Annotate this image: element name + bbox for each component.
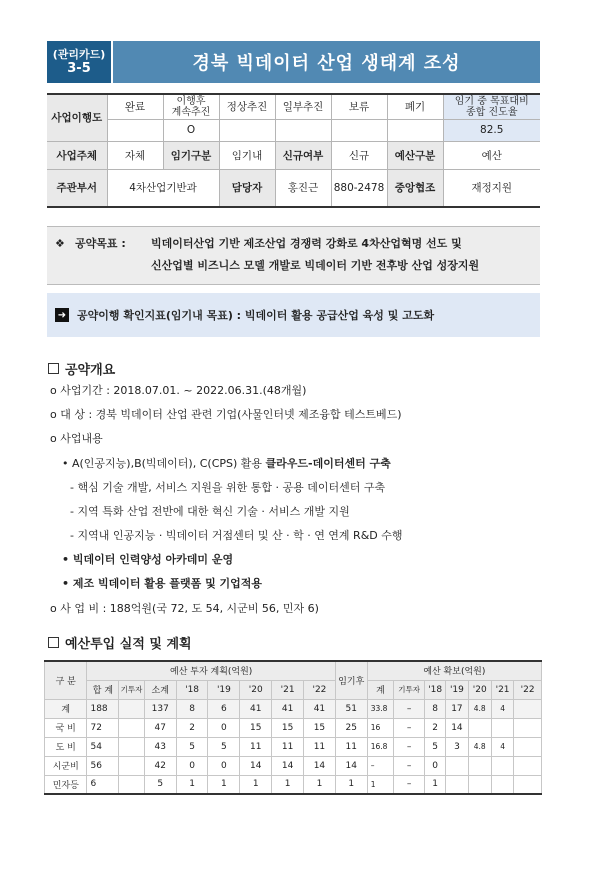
budget-secured-cell: – <box>394 699 425 718</box>
budget-plan-cell: 14 <box>240 756 272 775</box>
rate-value: 82.5 <box>443 119 540 141</box>
budget-secured-cell <box>514 775 542 794</box>
budget-plan-cell: 56 <box>87 756 119 775</box>
budget-heading <box>48 633 192 652</box>
budget-table <box>44 660 542 795</box>
project-info-table <box>47 93 540 208</box>
overview-item-3: • 제조 빅데이터 활용 플랫폼 및 기업적용 <box>62 577 263 590</box>
dept-value: 4차산업기반과 <box>107 169 219 207</box>
budget-secured-cell: 4.8 <box>468 737 491 756</box>
budget-secured-cell: 16 <box>367 718 394 737</box>
budget-plan-cell: 5 <box>208 737 240 756</box>
budget-secured-cell: 4 <box>491 737 513 756</box>
status-header: 정상추진 <box>219 94 275 119</box>
budget-plan-cell: 47 <box>144 718 176 737</box>
budget-plan-cell <box>119 737 144 756</box>
goal-line-2: 신산업별 비즈니스 모델 개발로 빅데이터 기반 전후방 산업 성장지원 <box>151 259 480 272</box>
budget-plan-cell: 0 <box>208 756 240 775</box>
budget-plan-cell: 11 <box>272 737 304 756</box>
plan-col-header: '22 <box>304 680 336 699</box>
card-number: 3-5 <box>67 61 91 76</box>
rate-header: 임기 중 목표대비 종합 진도율 <box>443 94 540 119</box>
status-mark <box>219 119 275 141</box>
budget-secured-cell: 8 <box>425 699 446 718</box>
budget-row-label: 시군비 <box>45 756 87 775</box>
budget-plan-cell: 0 <box>208 718 240 737</box>
secured-col-header: '19 <box>446 680 468 699</box>
status-mark <box>275 119 331 141</box>
budget-plan-cell <box>119 756 144 775</box>
budget-plan-cell: 6 <box>87 775 119 794</box>
budget-row <box>45 718 542 737</box>
budget-plan-cell <box>119 699 144 718</box>
budget-row-label: 민자등 <box>45 775 87 794</box>
budget-plan-cell: 15 <box>304 718 336 737</box>
new-label: 신규여부 <box>275 141 331 169</box>
budget-secured-cell <box>446 775 468 794</box>
budget-secured-cell <box>468 775 491 794</box>
budget-secured-cell <box>491 775 513 794</box>
budget-plan-cell: 15 <box>240 718 272 737</box>
plan-col-header: 기투자 <box>119 680 144 699</box>
budget-row <box>45 699 542 718</box>
budget-title: 예산투입 실적 및 계획 <box>65 637 192 652</box>
budget-secured-cell: 3 <box>446 737 468 756</box>
budget-plan-cell: 41 <box>304 699 336 718</box>
goal-line-1: 빅데이터산업 기반 제조산업 경쟁력 강화로 4차산업혁명 선도 및 <box>151 237 462 250</box>
budget-row-label: 계 <box>45 699 87 718</box>
plan-col-header: '18 <box>176 680 208 699</box>
overview-title: 공약개요 <box>65 363 116 378</box>
budget-plan-cell: 1 <box>304 775 336 794</box>
budget-plan-cell: 1 <box>176 775 208 794</box>
budget-after-cell: 14 <box>335 756 367 775</box>
status-header: 폐기 <box>387 94 443 119</box>
budget-plan-cell: 0 <box>176 756 208 775</box>
budget-plan-cell: 14 <box>304 756 336 775</box>
card-label: (관리카드) <box>52 48 106 61</box>
status-mark: O <box>163 119 219 141</box>
overview-sub-2: - 지역 특화 산업 전반에 대한 혁신 기술 · 서비스 개발 지원 <box>70 505 350 518</box>
budget-plan-cell <box>119 718 144 737</box>
budget-after-cell: 25 <box>335 718 367 737</box>
plan-col-header: '21 <box>272 680 304 699</box>
checkbox-square-icon <box>48 363 59 374</box>
budget-row <box>45 775 542 794</box>
budget-secured-cell <box>514 737 542 756</box>
overview-item-1 <box>62 455 391 471</box>
coop-value: 재정지원 <box>443 169 540 207</box>
budget-header-division: 구 분 <box>45 661 87 699</box>
budget-plan-cell: 41 <box>240 699 272 718</box>
budget-plan-cell: 1 <box>208 775 240 794</box>
new-value: 신규 <box>331 141 387 169</box>
overview-cost: o 사 업 비 : 188억원(국 72, 도 54, 시군비 56, 민자 6) <box>50 602 319 615</box>
kpi-text: 공약이행 확인지표(임기내 목표) : 빅데이터 활용 공급산업 육성 및 고도화 <box>77 309 435 322</box>
coop-label: 중앙협조 <box>387 169 443 207</box>
overview-content-label: o 사업내용 <box>50 432 103 445</box>
budget-after-cell: 11 <box>335 737 367 756</box>
budget-secured-cell <box>514 718 542 737</box>
overview-sub-1: - 핵심 기술 개발, 서비스 지원을 위한 통합 · 공용 데이터센터 구축 <box>70 481 386 494</box>
budget-secured-cell: – <box>394 756 425 775</box>
phone-value: 880-2478 <box>331 169 387 207</box>
budget-row-label: 국 비 <box>45 718 87 737</box>
goal-label: 공약목표 : <box>75 237 126 250</box>
budget-row <box>45 737 542 756</box>
budget-secured-cell: 0 <box>425 756 446 775</box>
overview-sub-3: - 지역내 인공지능 · 빅데이터 거점센터 및 산 · 학 · 연 연계 R&D 수행 <box>70 529 403 542</box>
secured-col-header: '22 <box>514 680 542 699</box>
arrow-right-icon: ➜ <box>55 308 69 322</box>
progress-label: 사업이행도 <box>47 94 107 141</box>
subject-label: 사업주체 <box>47 141 107 169</box>
term-label: 임기구분 <box>163 141 219 169</box>
budget-secured-cell: 17 <box>446 699 468 718</box>
status-header: 일부추진 <box>275 94 331 119</box>
budget-row-label: 도 비 <box>45 737 87 756</box>
budget-plan-cell: 11 <box>304 737 336 756</box>
plan-col-header: 소계 <box>144 680 176 699</box>
overview-target: o 대 상 : 경북 빅데이터 산업 관련 기업(사물인터넷 제조융합 테스트베드) <box>50 408 402 421</box>
plan-col-header: '20 <box>240 680 272 699</box>
budget-after-cell: 1 <box>335 775 367 794</box>
budget-secured-cell: 1 <box>367 775 394 794</box>
budget-secured-cell: 16.8 <box>367 737 394 756</box>
budget-plan-cell: 188 <box>87 699 119 718</box>
budget-subheader-row <box>45 680 542 699</box>
budget-header-secured: 예산 확보(억원) <box>367 661 541 680</box>
budget-plan-cell: 1 <box>272 775 304 794</box>
budget-secured-cell: 4.8 <box>468 699 491 718</box>
budget-secured-cell <box>468 718 491 737</box>
budget-plan-cell: 41 <box>272 699 304 718</box>
budget-header-plan: 예산 투자 계획(억원) <box>87 661 335 680</box>
budget-plan-cell: 43 <box>144 737 176 756</box>
budget-secured-cell: – <box>394 737 425 756</box>
budget-plan-cell: 6 <box>208 699 240 718</box>
secured-col-header: 기투자 <box>394 680 425 699</box>
budget-plan-cell: 5 <box>144 775 176 794</box>
page-header <box>47 41 540 83</box>
pledge-goal-box <box>47 226 540 285</box>
budget-after-cell: 51 <box>335 699 367 718</box>
budget-secured-cell <box>514 756 542 775</box>
budget-plan-cell: 1 <box>240 775 272 794</box>
plan-col-header: 합 계 <box>87 680 119 699</box>
manager-value: 홍진근 <box>275 169 331 207</box>
budget-plan-cell: 11 <box>240 737 272 756</box>
budget-type-label: 예산구분 <box>387 141 443 169</box>
secured-col-header: 계 <box>367 680 394 699</box>
budget-plan-cell: 54 <box>87 737 119 756</box>
dept-label: 주관부서 <box>47 169 107 207</box>
secured-col-header: '20 <box>468 680 491 699</box>
budget-secured-cell <box>468 756 491 775</box>
term-value: 임기내 <box>219 141 275 169</box>
budget-secured-cell <box>491 718 513 737</box>
plan-col-header: '19 <box>208 680 240 699</box>
budget-header-after: 임기후 <box>335 661 367 699</box>
budget-plan-cell: 8 <box>176 699 208 718</box>
secured-col-header: '18 <box>425 680 446 699</box>
budget-secured-cell: – <box>394 775 425 794</box>
diamond-bullet-icon: ❖ <box>55 237 65 250</box>
budget-plan-cell: 137 <box>144 699 176 718</box>
kpi-box <box>47 293 540 337</box>
budget-secured-cell: 4 <box>491 699 513 718</box>
item-1-bold: 클라우드-데이터센터 구축 <box>265 457 391 470</box>
checkbox-square-icon <box>48 637 59 648</box>
budget-type-value: 예산 <box>443 141 540 169</box>
overview-heading <box>48 359 115 378</box>
status-header: 이행후 계속추진 <box>163 94 219 119</box>
budget-plan-cell: 5 <box>176 737 208 756</box>
budget-secured-cell: 1 <box>425 775 446 794</box>
budget-secured-cell: – <box>394 718 425 737</box>
budget-secured-cell: – <box>367 756 394 775</box>
management-card-badge <box>47 41 113 83</box>
budget-plan-cell: 2 <box>176 718 208 737</box>
budget-plan-cell: 72 <box>87 718 119 737</box>
item-1-text: • A(인공지능),B(빅데이터), C(CPS) 활용 <box>62 457 266 470</box>
budget-plan-cell <box>119 775 144 794</box>
subject-value: 자체 <box>107 141 163 169</box>
budget-secured-cell: 33.8 <box>367 699 394 718</box>
status-mark <box>387 119 443 141</box>
secured-col-header: '21 <box>491 680 513 699</box>
page-title: 경북 빅데이터 산업 생태계 조성 <box>113 41 540 83</box>
budget-secured-cell <box>446 756 468 775</box>
budget-plan-cell: 42 <box>144 756 176 775</box>
overview-item-2: • 빅데이터 인력양성 아카데미 운영 <box>62 553 234 566</box>
budget-row <box>45 756 542 775</box>
status-mark <box>107 119 163 141</box>
status-mark <box>331 119 387 141</box>
status-header: 완료 <box>107 94 163 119</box>
budget-secured-cell: 2 <box>425 718 446 737</box>
budget-plan-cell: 14 <box>272 756 304 775</box>
budget-secured-cell <box>514 699 542 718</box>
manager-label: 담당자 <box>219 169 275 207</box>
budget-plan-cell: 15 <box>272 718 304 737</box>
overview-period: o 사업기간 : 2018.07.01. ~ 2022.06.31.(48개월) <box>50 384 307 397</box>
budget-secured-cell <box>491 756 513 775</box>
budget-secured-cell: 14 <box>446 718 468 737</box>
status-header: 보류 <box>331 94 387 119</box>
budget-secured-cell: 5 <box>425 737 446 756</box>
